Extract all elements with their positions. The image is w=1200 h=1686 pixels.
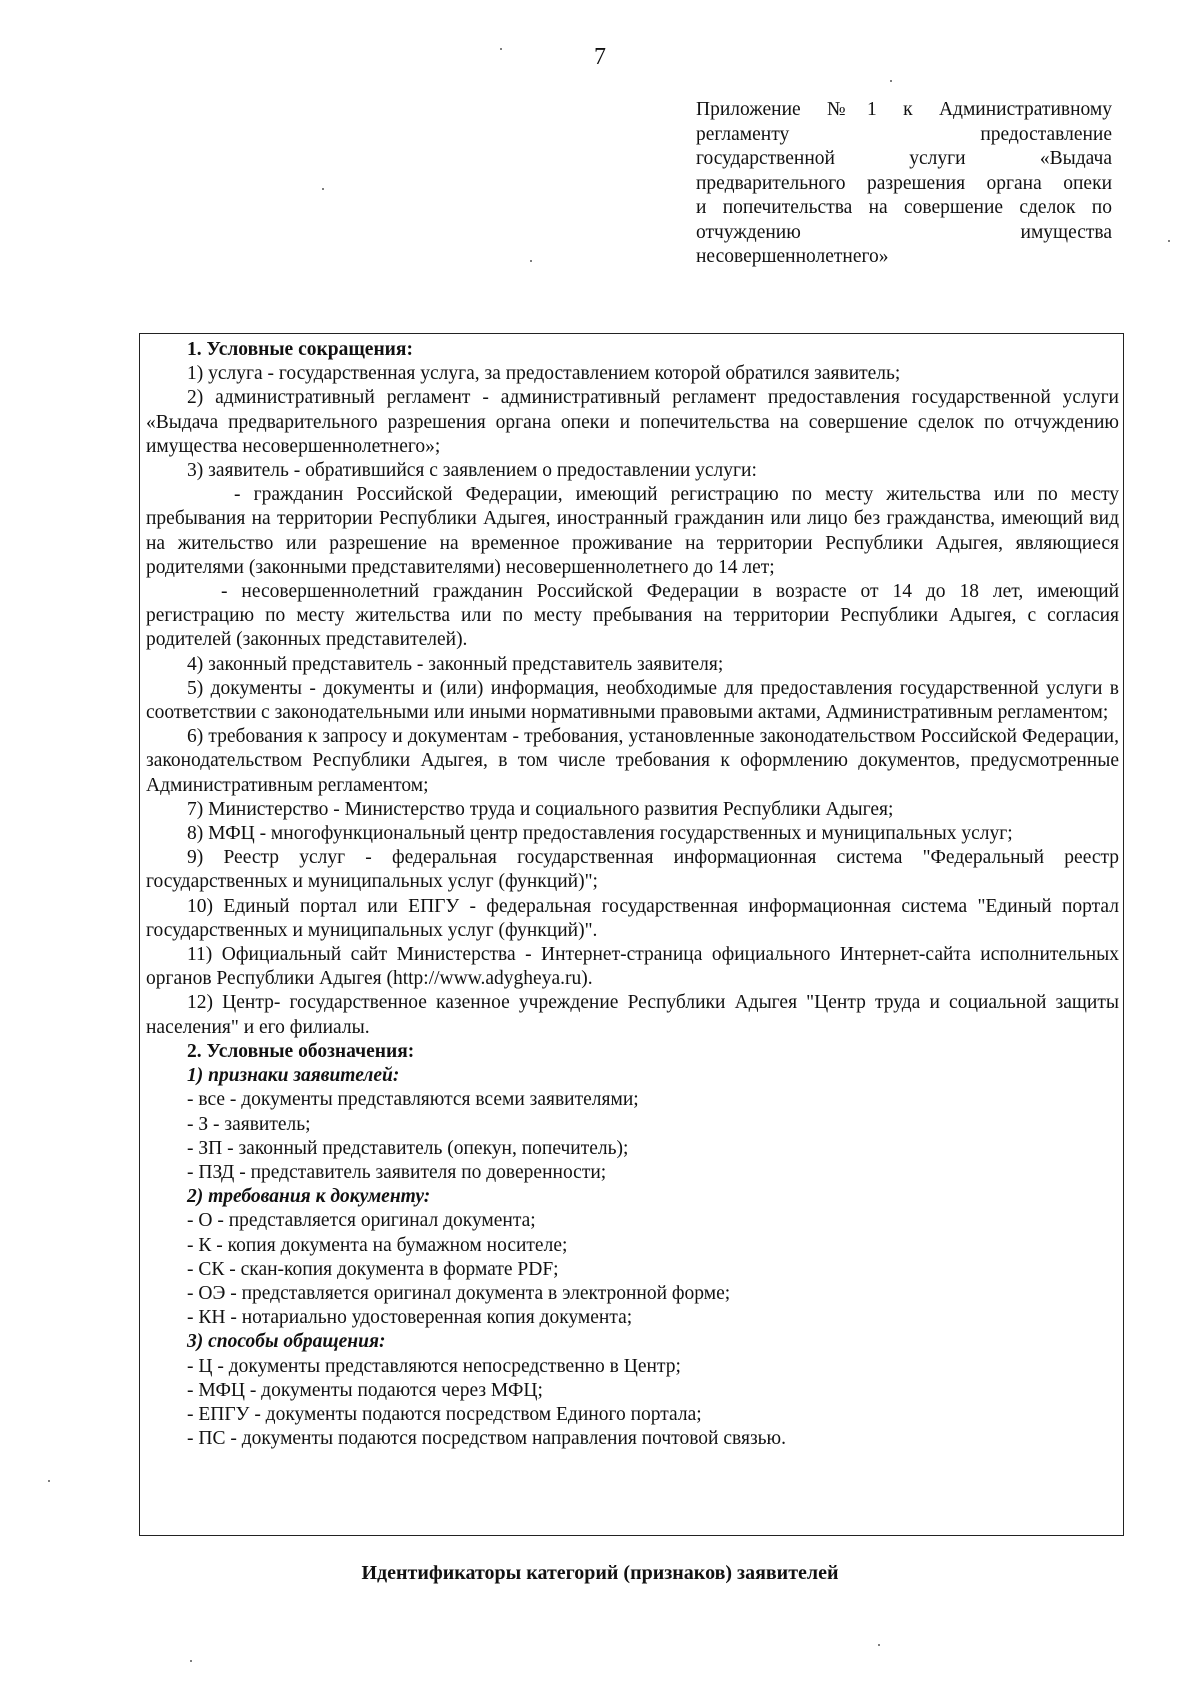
bottom-heading: Идентификаторы категорий (признаков) заявителей	[361, 1562, 839, 1584]
scan-speck	[500, 48, 502, 50]
group-title: 3) способы обращения:	[187, 1331, 386, 1353]
scan-speck	[322, 188, 324, 190]
appendix-line: несовершеннолетнего»	[696, 246, 889, 267]
scan-speck	[530, 260, 532, 262]
legend-item: - К - копия документа на бумажном носителе;	[187, 1234, 568, 1256]
appendix-line: отчуждению имущества	[696, 221, 1112, 243]
abbreviation-item: 3) заявитель - обратившийся с заявлением о предоставлении услуги:	[187, 460, 757, 482]
legend-item: - СК - скан-копия документа в формате PDF;	[187, 1258, 559, 1280]
group-title: 1) признаки заявителей:	[187, 1065, 400, 1087]
abbreviations-box	[139, 333, 1124, 1536]
appendix-line: предварительного разрешения органа опеки	[696, 172, 1112, 194]
scan-speck	[190, 1660, 192, 1662]
legend-item: - все - документы представляются всеми заявителями;	[187, 1089, 639, 1111]
scan-speck	[878, 1644, 880, 1646]
abbreviation-subitem: - несовершеннолетний гражданин Российской Федерации в возрасте от 14 до 18 лет, имеющий регистрацию по месту жительства или по месту пребывания на территории Республики Адыгея, с согласия родителей (законных представителей).	[146, 581, 1119, 651]
scan-speck	[48, 1480, 50, 1482]
scan-speck	[890, 80, 892, 82]
group-title: 2) требования к документу:	[187, 1186, 431, 1208]
appendix-line: государственной услуги «Выдача	[696, 148, 1112, 169]
legend-item: - КН - нотариально удостоверенная копия документа;	[187, 1307, 633, 1329]
legend-item: - ПС - документы подаются посредством направления почтовой связью.	[187, 1428, 786, 1450]
abbreviation-item: 5) документы - документы и (или) информация, необходимые для предоставления государственной услуги в соответствии с законодательными или иными нормативными правовыми актами, Административным регламентом;	[146, 677, 1119, 724]
abbreviation-item: 9) Реестр услуг - федеральная государственная информационная система "Федеральный реестр государственных и муниципальных услуг (функций)";	[146, 847, 1119, 893]
legend-item: - ЗП - законный представитель (опекун, попечитель);	[187, 1137, 629, 1159]
legend-item: - Ц - документы представляются непосредственно в Центр;	[187, 1355, 681, 1377]
legend-item: - ЕПГУ - документы подаются посредством Единого портала;	[187, 1403, 702, 1425]
appendix-line: регламенту предоставление	[696, 123, 1112, 145]
abbreviation-item: 4) законный представитель - законный представитель заявителя;	[187, 653, 724, 675]
abbreviation-item: 8) МФЦ - многофункциональный центр предоставления государственных и муниципальных услуг;	[187, 823, 1013, 845]
appendix-line: и попечительства на совершение сделок по	[696, 197, 1112, 218]
abbreviation-item: 12) Центр- государственное казенное учреждение Республики Адыгея "Центр труда и социальной защиты населения" и его филиалы.	[146, 992, 1119, 1038]
appendix-header	[696, 98, 1112, 270]
abbreviation-subitem: - гражданин Российской Федерации, имеющий регистрацию по месту жительства или по месту пребывания на территории Республики Адыгея, иностранный гражданин или лицо без гражданства, имеющий вид на жительство или разрешение на временное проживание на территории Республики Адыгея, являющиеся родителями (законными представителями) несовершеннолетнего до 14 лет;	[146, 484, 1119, 578]
legend-item: - ПЗД - представитель заявителя по доверенности;	[187, 1161, 607, 1183]
legend-item: - О - представляется оригинал документа;	[187, 1210, 536, 1232]
scan-speck	[1168, 240, 1170, 242]
abbreviation-item: 10) Единый портал или ЕПГУ - федеральная государственная информационная система "Единый портал государственных и муниципальных услуг (функций)".	[146, 895, 1119, 941]
page-number: 7	[594, 44, 606, 70]
legend-item: - З - заявитель;	[187, 1113, 311, 1135]
legend-item: - МФЦ - документы подаются через МФЦ;	[187, 1379, 543, 1401]
legend-item: - ОЭ - представляется оригинал документа в электронной форме;	[187, 1282, 731, 1304]
abbreviation-item: 2) административный регламент - административный регламент предоставления государственной услуги «Выдача предварительного разрешения органа опеки и попечительства на совершение сделок по отчуждению имущества несовершеннолетнего»;	[146, 387, 1119, 457]
abbreviation-item: 11) Официальный сайт Министерства - Интернет-страница официального Интернет-сайта исполнительных органов Республики Адыгея (http://www.adygheya.ru).	[146, 944, 1119, 990]
section-title: 2. Условные обозначения:	[187, 1040, 415, 1062]
abbreviation-item: 6) требования к запросу и документам - требования, установленные законодательством Российской Федерации, законодательством Республики Адыгея, в том числе требования к оформлению документов, предусмотренные Административным регламентом;	[146, 726, 1119, 796]
appendix-line: Приложение №1 к Административному	[696, 99, 1112, 120]
abbreviation-item: 1) услуга - государственная услуга, за предоставлением которой обратился заявитель;	[187, 363, 901, 385]
abbreviation-item: 7) Министерство - Министерство труда и социального развития Республики Адыгея;	[187, 798, 894, 820]
section-title: 1. Условные сокращения:	[187, 339, 413, 360]
